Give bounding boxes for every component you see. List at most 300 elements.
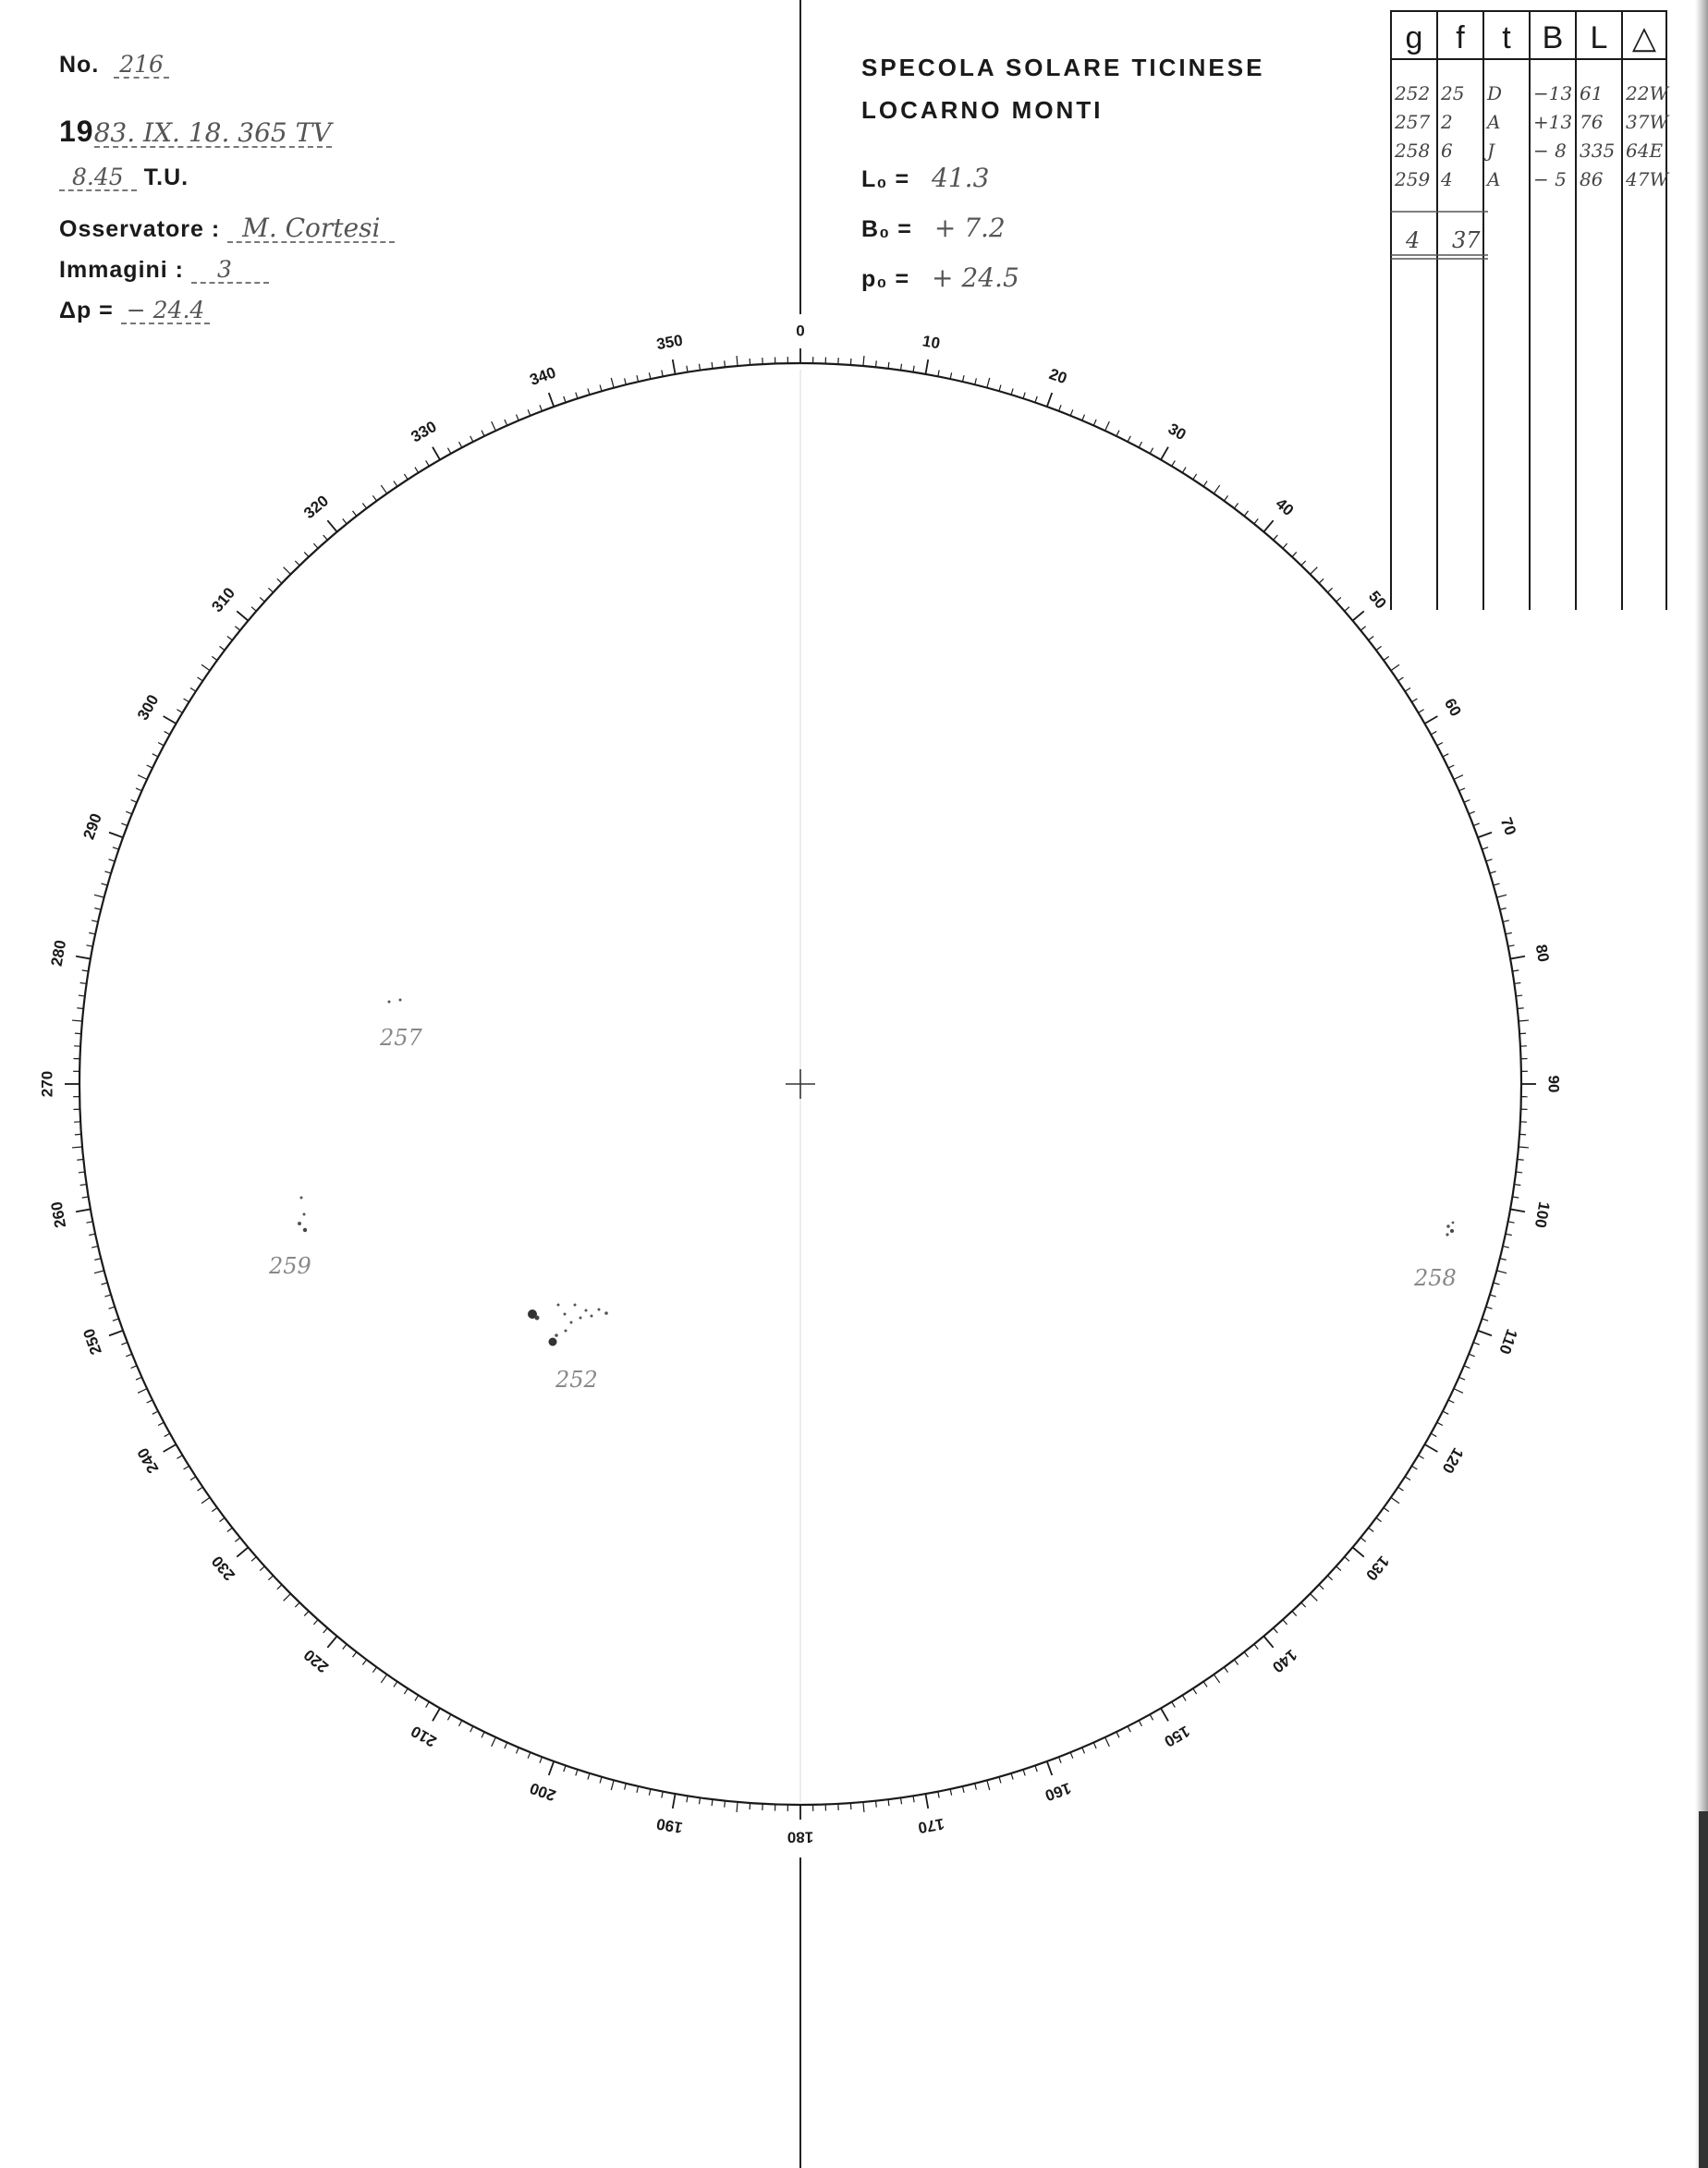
scale-tick [1283, 1620, 1287, 1625]
scale-tick [184, 1466, 189, 1469]
scale-tick [1514, 982, 1520, 983]
scale-tick [1510, 956, 1525, 959]
sunspot [303, 1228, 307, 1232]
table-cell: − 8 [1533, 140, 1567, 162]
param-b0-label: B₀ = [861, 216, 912, 242]
scale-tick [1398, 1487, 1404, 1491]
table-cell: 86 [1580, 168, 1604, 190]
scale-tick [1161, 1708, 1168, 1721]
scale-tick [190, 1477, 196, 1480]
scale-tick [198, 677, 203, 681]
scale-tick [1353, 1547, 1364, 1556]
scale-tick [94, 908, 101, 910]
sunspot [399, 999, 402, 1002]
scale-tick [1503, 1246, 1509, 1248]
scale-tick [86, 945, 92, 946]
scale-tick [699, 1797, 700, 1804]
scale-tick [1519, 1147, 1529, 1148]
scale-tick [950, 1789, 951, 1796]
scale-tick [352, 1652, 356, 1658]
scale-tick [625, 1784, 627, 1790]
scale-tick [152, 754, 158, 757]
scale-label-180: 180 [787, 1828, 814, 1846]
scale-tick [219, 646, 225, 650]
scale-tick [94, 1271, 104, 1273]
scale-tick [201, 664, 210, 670]
scale-tick [76, 1209, 91, 1212]
scale-tick [1301, 1602, 1306, 1607]
scale-tick [1508, 1222, 1515, 1223]
sunspot-group-259 [268, 1197, 311, 1280]
scale-label-40: 40 [1272, 494, 1298, 520]
scale-tick [82, 970, 89, 971]
scale-tick [987, 1780, 990, 1790]
scale-tick [113, 847, 119, 849]
table-cell: A [1487, 111, 1501, 133]
table-cell: 2 [1441, 111, 1453, 133]
scale-tick [1473, 823, 1480, 826]
scale-tick [212, 1507, 217, 1511]
scan-edge-dark [1699, 1811, 1708, 2168]
scale-tick [277, 1585, 282, 1589]
scale-tick [1478, 1331, 1492, 1335]
scale-label-270: 270 [38, 1070, 56, 1098]
table-header-cell: △ [1631, 20, 1657, 55]
scale-tick [164, 716, 177, 724]
scale-tick [516, 1748, 518, 1753]
form-no-label: No. [59, 52, 100, 78]
table-cell: 37W [1626, 111, 1669, 133]
scale-label-210: 210 [408, 1722, 440, 1751]
scale-tick [212, 656, 217, 660]
scale-tick [1482, 1319, 1489, 1321]
table-cell: 61 [1580, 82, 1604, 104]
scale-label-70: 70 [1496, 815, 1520, 838]
scale-tick [600, 1777, 602, 1784]
scale-tick [104, 871, 111, 873]
sunspot [585, 1309, 588, 1312]
form-no-value: 216 [114, 53, 169, 79]
scale-tick [92, 920, 98, 922]
scale-label-120: 120 [1438, 1444, 1468, 1477]
form-year-prefix: 19 [59, 115, 94, 148]
table-cell: 64E [1626, 140, 1664, 162]
scale-tick [113, 1319, 119, 1321]
scale-tick [637, 1786, 639, 1793]
scale-tick [201, 1497, 210, 1503]
sunspot-group-257 [379, 999, 423, 1052]
scale-tick [104, 1295, 111, 1297]
scale-tick [323, 1628, 328, 1633]
scale-tick [77, 1008, 83, 1009]
scale-tick [1263, 1637, 1273, 1648]
scale-tick [80, 982, 87, 983]
scale-label-0: 0 [796, 322, 805, 340]
scale-tick [1319, 1585, 1324, 1589]
scale-tick [1274, 1628, 1278, 1633]
scale-tick [564, 1766, 566, 1772]
scale-tick [712, 1799, 713, 1806]
scale-tick [482, 1732, 484, 1737]
scale-tick [1516, 995, 1522, 996]
scale-label-350: 350 [654, 331, 685, 354]
scale-tick [1506, 932, 1512, 933]
scale-tick [131, 799, 137, 802]
scale-label-10: 10 [921, 332, 942, 353]
scale-tick [404, 1688, 408, 1694]
scale-label-310: 310 [208, 584, 239, 616]
scale-tick [1494, 883, 1500, 885]
scale-tick [165, 731, 170, 734]
sunspot [1446, 1224, 1450, 1228]
scale-tick [1437, 743, 1443, 746]
sunspot [564, 1313, 567, 1316]
scale-tick [121, 1343, 128, 1346]
scale-tick [1459, 788, 1465, 791]
scale-tick [327, 1637, 336, 1648]
scale-tick [82, 1197, 89, 1198]
scale-tick [109, 833, 123, 837]
table-cell: −13 [1533, 82, 1573, 104]
scale-tick [79, 1172, 85, 1173]
scale-label-240: 240 [133, 1444, 163, 1477]
table-header-cell: B [1542, 20, 1564, 55]
sunspot [535, 1316, 540, 1321]
scale-tick [1478, 833, 1492, 837]
scale-tick [1405, 688, 1410, 691]
scale-tick [251, 1557, 256, 1562]
scale-tick [1116, 1732, 1119, 1737]
scale-tick [1214, 1675, 1219, 1683]
scale-tick [1469, 1354, 1474, 1357]
scale-label-300: 300 [133, 691, 163, 724]
scale-tick [1360, 1538, 1365, 1541]
scale-tick [1516, 1172, 1522, 1173]
table-header-cell: g [1405, 20, 1423, 55]
scale-tick [1128, 1726, 1130, 1732]
table-header-cell: f [1456, 20, 1465, 55]
scale-tick [295, 1602, 299, 1607]
scale-tick [1193, 1688, 1197, 1694]
scale-tick [549, 1761, 554, 1775]
scale-tick [101, 1283, 107, 1285]
sunspot [580, 1317, 582, 1320]
table-header-row [1406, 20, 1657, 55]
form-observer-value: M. Cortesi [227, 214, 395, 243]
scale-tick [1292, 1611, 1297, 1615]
scale-tick [1514, 1185, 1520, 1186]
sunspot [298, 1222, 301, 1225]
scale-tick [362, 1660, 366, 1665]
sunspot [604, 1311, 608, 1315]
scale-tick [1411, 699, 1417, 702]
scale-tick [913, 1796, 914, 1802]
table-cell: 47W [1626, 168, 1669, 190]
table-cell: 25 [1441, 82, 1465, 104]
observatory-location: LOCARNO MONTI [861, 96, 1104, 124]
scale-tick [260, 1566, 264, 1571]
scale-tick [94, 1259, 101, 1261]
scale-tick [1490, 871, 1496, 873]
scale-tick [1384, 656, 1389, 660]
scale-tick [72, 1147, 82, 1148]
scale-tick [1059, 1757, 1062, 1763]
scale-tick [1254, 1644, 1258, 1649]
form-time-label: T.U. [143, 164, 189, 190]
sunspot [1452, 1222, 1455, 1224]
scale-tick [1437, 1422, 1443, 1425]
table-cell: 257 [1395, 111, 1431, 133]
scale-label-230: 230 [208, 1552, 239, 1584]
sunspot [555, 1334, 558, 1337]
scale-tick [394, 1682, 397, 1687]
sunspot [1446, 1233, 1448, 1236]
scale-tick [1234, 1660, 1238, 1665]
scale-tick [1486, 859, 1493, 861]
scale-tick [158, 1422, 164, 1425]
sunspot [1450, 1229, 1454, 1233]
scale-tick [109, 1331, 123, 1335]
scale-tick [1376, 1517, 1382, 1521]
scale-tick [126, 811, 131, 814]
scale-tick [94, 895, 104, 897]
scale-label-50: 50 [1364, 587, 1390, 613]
scale-tick [121, 823, 128, 826]
scale-tick [1490, 1295, 1496, 1297]
scale-tick [138, 775, 147, 780]
scale-tick [1454, 775, 1463, 780]
scale-tick [1482, 847, 1489, 849]
sunspot-group-258 [1413, 1222, 1457, 1291]
scale-tick [901, 1797, 902, 1804]
scale-tick [164, 1444, 177, 1452]
scale-tick [433, 1708, 440, 1721]
scale-label-320: 320 [300, 492, 333, 523]
sunspot [388, 1001, 391, 1004]
scale-tick [1443, 754, 1448, 757]
sunspot-group-252 [528, 1304, 608, 1394]
scale-tick [235, 1538, 239, 1541]
scale-tick [77, 1160, 83, 1161]
sunspot [574, 1304, 577, 1307]
scale-tick [89, 1234, 95, 1235]
scale-tick [1431, 731, 1436, 734]
table-cell: 6 [1441, 140, 1453, 162]
scale-tick [1473, 1343, 1480, 1346]
form-observer-label: Osservatore : [59, 216, 221, 242]
scale-tick [1496, 1271, 1507, 1273]
scale-tick [147, 765, 152, 768]
scale-tick [876, 1801, 877, 1808]
scale-tick [863, 1802, 864, 1812]
scale-tick [1512, 1197, 1519, 1198]
table-cell: 252 [1395, 82, 1431, 104]
scale-tick [1345, 1557, 1349, 1562]
scale-tick [198, 1487, 203, 1491]
scale-label-200: 200 [527, 1779, 558, 1805]
scale-tick [725, 1801, 726, 1808]
table-cell: A [1487, 168, 1501, 190]
scale-label-250: 250 [79, 1326, 105, 1358]
scale-tick [101, 883, 107, 885]
scale-tick [426, 1702, 430, 1708]
scale-tick [152, 1411, 158, 1414]
table-cell: 335 [1580, 140, 1616, 162]
scale-tick [158, 743, 164, 746]
scale-tick [177, 1455, 182, 1459]
param-l0-label: L₀ = [861, 166, 910, 192]
scale-tick [165, 1433, 170, 1436]
table-cell: D [1487, 82, 1503, 104]
scale-tick [1506, 1234, 1512, 1235]
scale-tick [1391, 664, 1399, 670]
scale-tick [92, 1246, 98, 1248]
scale-tick [687, 1796, 688, 1802]
scale-tick [1405, 1477, 1410, 1480]
sunspot [565, 1330, 567, 1333]
scale-tick [284, 1594, 291, 1602]
scale-tick [1454, 1389, 1463, 1394]
scale-tick [1500, 908, 1507, 910]
form-images-label: Immagini : [59, 257, 185, 283]
scale-tick [237, 1547, 248, 1556]
scale-tick [1047, 1761, 1052, 1775]
scale-tick [1424, 1444, 1437, 1452]
scale-tick [1518, 1008, 1524, 1009]
param-l0-value: 41.3 [932, 163, 990, 193]
sunspot [570, 1322, 573, 1324]
scale-tick [1508, 945, 1515, 946]
scale-tick [737, 1802, 738, 1812]
scale-tick [184, 699, 189, 702]
group-label-252: 252 [555, 1367, 598, 1393]
table-cell: 258 [1395, 140, 1431, 162]
scale-tick [1203, 1682, 1207, 1687]
table-cell: 22W [1626, 82, 1669, 104]
scale-label-340: 340 [527, 363, 558, 389]
sunspot [598, 1309, 601, 1311]
table-cell: 259 [1395, 168, 1431, 190]
scale-label-150: 150 [1161, 1722, 1193, 1751]
sunspot [303, 1213, 306, 1216]
scale-tick [1431, 1433, 1436, 1436]
table-cell: +13 [1533, 111, 1573, 133]
scale-tick [177, 710, 182, 713]
scale-tick [1443, 1411, 1448, 1414]
sunspot [549, 1338, 557, 1346]
scale-label-170: 170 [916, 1814, 946, 1837]
scale-label-30: 30 [1165, 420, 1190, 445]
scale-label-100: 100 [1531, 1200, 1554, 1230]
center-cross [786, 1069, 815, 1099]
scale-label-20: 20 [1046, 364, 1069, 388]
scale-tick [80, 1185, 87, 1186]
scale-tick [1464, 1366, 1470, 1369]
scale-tick [1376, 646, 1382, 650]
scale-label-80: 80 [1531, 943, 1553, 964]
scale-tick [268, 1576, 273, 1580]
scale-label-90: 90 [1544, 1075, 1563, 1093]
scale-tick [1093, 1743, 1096, 1748]
scale-tick [89, 932, 95, 933]
scale-tick [79, 995, 85, 996]
param-b0-value: + 7.2 [933, 213, 1006, 243]
scale-tick [1398, 677, 1404, 681]
scale-tick [492, 1737, 496, 1747]
scale-label-190: 190 [654, 1814, 685, 1837]
scale-tick [109, 1307, 116, 1309]
scale-tick [528, 1752, 531, 1758]
scale-tick [1082, 1748, 1085, 1753]
scale-tick [1369, 1528, 1374, 1531]
scale-tick [190, 688, 196, 691]
scale-tick [1519, 1020, 1529, 1021]
scale-tick [1510, 1209, 1525, 1212]
scale-tick [588, 1773, 590, 1780]
scale-tick [1469, 811, 1474, 814]
scale-label-330: 330 [408, 417, 440, 446]
scale-tick [136, 788, 141, 791]
scale-label-280: 280 [47, 938, 70, 968]
scale-tick [1105, 1737, 1110, 1747]
form-time-value: 8.45 [59, 165, 137, 191]
scale-tick [219, 1517, 225, 1521]
scale-tick [1023, 1770, 1025, 1776]
scale-tick [1518, 1160, 1524, 1161]
scale-tick [975, 1784, 977, 1790]
scale-tick [1139, 1721, 1141, 1726]
table-cell: − 5 [1533, 168, 1567, 190]
scale-tick [505, 1743, 507, 1748]
scale-tick [1224, 1667, 1227, 1673]
scale-label-130: 130 [1361, 1552, 1393, 1584]
scale-tick [1411, 1466, 1417, 1469]
form-delta-p-label: Δp = [59, 298, 114, 323]
form-date-value: 83. IX. 18. 365 TV [93, 117, 332, 148]
scale-tick [1448, 765, 1454, 768]
form-images-value: 3 [191, 258, 269, 284]
scale-tick [1327, 1576, 1332, 1580]
scale-tick [1424, 716, 1437, 724]
scale-tick [138, 1389, 147, 1394]
scale-tick [131, 1366, 137, 1369]
scale-tick [372, 1667, 376, 1673]
scale-tick [662, 1792, 663, 1798]
scale-tick [1419, 710, 1424, 713]
scale-tick [1500, 1259, 1507, 1261]
scale-tick [999, 1777, 1001, 1784]
scale-tick [447, 1714, 450, 1720]
scale-tick [72, 1020, 82, 1021]
scale-tick [1503, 920, 1509, 922]
scale-tick [304, 1611, 309, 1615]
sunspot-data-table [0, 0, 1708, 647]
scale-tick [136, 1377, 141, 1380]
param-p0-label: p₀ = [861, 266, 910, 292]
scale-tick [381, 1675, 386, 1683]
sunspot [557, 1304, 560, 1307]
observatory-name: SPECOLA SOLARE TICINESE [861, 54, 1265, 81]
scale-tick [925, 1794, 928, 1809]
scale-tick [313, 1620, 318, 1625]
table-cell: 76 [1580, 111, 1604, 133]
scale-tick [1419, 1455, 1424, 1459]
scale-tick [1464, 799, 1470, 802]
scale-tick [1391, 1497, 1399, 1503]
scale-label-220: 220 [300, 1645, 333, 1676]
table-header-cell: L [1590, 20, 1608, 55]
scale-tick [343, 1644, 347, 1649]
